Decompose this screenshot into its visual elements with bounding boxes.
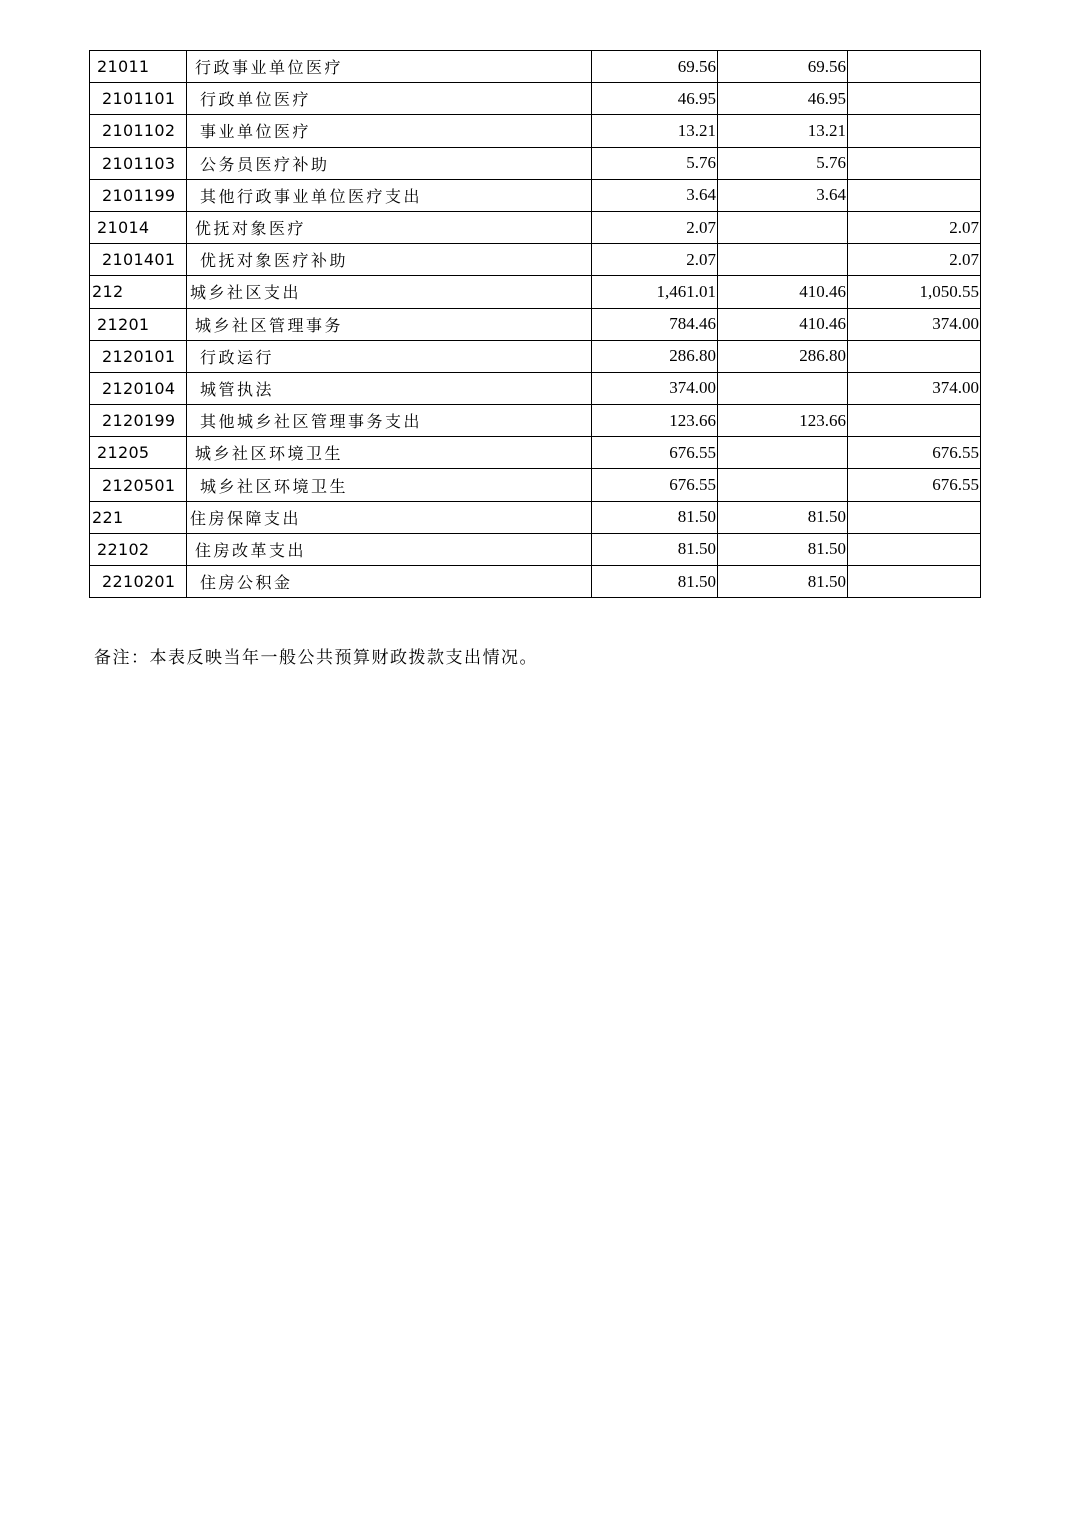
subject-code-cell [90, 340, 187, 372]
table-row [90, 533, 981, 565]
project-expenditure-cell [848, 405, 981, 437]
total-amount-cell: 676.55 [592, 469, 718, 501]
table-row [90, 83, 981, 115]
basic-expenditure-cell [718, 372, 848, 404]
basic-expenditure-cell: 5.76 [718, 147, 848, 179]
basic-expenditure-cell: 69.56 [718, 51, 848, 83]
project-expenditure-cell [848, 566, 981, 598]
subject-name-cell [187, 115, 592, 147]
subject-name-text: 城管执法 [200, 379, 275, 399]
subject-code-text: 2101103 [102, 153, 176, 173]
subject-name-cell [187, 179, 592, 211]
subject-name-cell [187, 405, 592, 437]
basic-expenditure-cell: 13.21 [718, 115, 848, 147]
subject-name-text: 其他城乡社区管理事务支出 [200, 412, 423, 432]
total-amount-cell: 2.07 [592, 244, 718, 276]
subject-code-cell [90, 405, 187, 437]
table-note: 备注：本表反映当年一般公共预算财政拨款支出情况。 [94, 648, 538, 668]
subject-code-text: 2120199 [102, 411, 176, 431]
subject-code-cell [90, 566, 187, 598]
subject-code-text: 2120501 [102, 475, 176, 495]
subject-name-cell [187, 469, 592, 501]
subject-code-cell [90, 51, 187, 83]
total-amount-cell: 286.80 [592, 340, 718, 372]
table-row [90, 501, 981, 533]
total-amount-cell: 46.95 [592, 83, 718, 115]
subject-code-cell [90, 179, 187, 211]
basic-expenditure-cell: 81.50 [718, 501, 848, 533]
total-amount-cell: 1,461.01 [592, 276, 718, 308]
subject-code-cell [90, 211, 187, 243]
table-body [90, 51, 981, 598]
subject-code-text: 2101401 [102, 250, 176, 270]
project-expenditure-cell: 2.07 [848, 211, 981, 243]
subject-name-text: 其他行政事业单位医疗支出 [200, 186, 423, 206]
subject-name-cell [187, 51, 592, 83]
subject-name-text: 优抚对象医疗 [195, 219, 307, 239]
project-expenditure-cell [848, 533, 981, 565]
subject-name-cell [187, 340, 592, 372]
subject-name-text: 城乡社区环境卫生 [195, 444, 344, 464]
project-expenditure-cell [848, 51, 981, 83]
subject-name-cell [187, 372, 592, 404]
subject-name-text: 事业单位医疗 [200, 122, 312, 142]
table-row [90, 437, 981, 469]
subject-code-cell [90, 437, 187, 469]
project-expenditure-cell [848, 147, 981, 179]
subject-code-text: 22102 [97, 539, 150, 559]
subject-name-text: 行政事业单位医疗 [195, 58, 344, 78]
subject-code-cell [90, 147, 187, 179]
subject-code-cell [90, 276, 187, 308]
table-row [90, 147, 981, 179]
project-expenditure-cell: 2.07 [848, 244, 981, 276]
total-amount-cell: 374.00 [592, 372, 718, 404]
table-row [90, 469, 981, 501]
subject-name-cell [187, 533, 592, 565]
subject-name-cell [187, 83, 592, 115]
subject-name-text: 优抚对象医疗补助 [200, 251, 349, 271]
subject-name-cell [187, 437, 592, 469]
total-amount-cell: 81.50 [592, 533, 718, 565]
basic-expenditure-cell: 410.46 [718, 308, 848, 340]
subject-code-cell [90, 244, 187, 276]
subject-code-text: 221 [92, 507, 124, 527]
subject-name-cell [187, 276, 592, 308]
table-row [90, 372, 981, 404]
subject-code-text: 2101199 [102, 185, 176, 205]
basic-expenditure-cell: 81.50 [718, 566, 848, 598]
basic-expenditure-cell: 123.66 [718, 405, 848, 437]
subject-name-text: 城乡社区管理事务 [195, 315, 344, 335]
subject-code-cell [90, 83, 187, 115]
project-expenditure-cell: 676.55 [848, 469, 981, 501]
subject-code-cell [90, 533, 187, 565]
total-amount-cell: 676.55 [592, 437, 718, 469]
subject-name-text: 住房改革支出 [195, 540, 307, 560]
table-row [90, 276, 981, 308]
table-row [90, 115, 981, 147]
subject-code-text: 2120101 [102, 346, 176, 366]
project-expenditure-cell [848, 340, 981, 372]
project-expenditure-cell: 676.55 [848, 437, 981, 469]
subject-code-text: 21011 [97, 57, 150, 77]
project-expenditure-cell [848, 83, 981, 115]
subject-name-text: 城乡社区支出 [190, 283, 302, 303]
subject-name-text: 行政运行 [200, 347, 275, 367]
subject-name-text: 城乡社区环境卫生 [200, 476, 349, 496]
total-amount-cell: 784.46 [592, 308, 718, 340]
basic-expenditure-cell: 286.80 [718, 340, 848, 372]
project-expenditure-cell: 374.00 [848, 372, 981, 404]
table-row [90, 340, 981, 372]
subject-name-cell [187, 244, 592, 276]
subject-code-text: 21205 [97, 443, 150, 463]
table-row [90, 405, 981, 437]
basic-expenditure-cell: 81.50 [718, 533, 848, 565]
total-amount-cell: 123.66 [592, 405, 718, 437]
subject-name-cell [187, 501, 592, 533]
project-expenditure-cell [848, 179, 981, 211]
subject-code-cell [90, 115, 187, 147]
total-amount-cell: 81.50 [592, 566, 718, 598]
table-row [90, 179, 981, 211]
subject-code-text: 212 [92, 282, 124, 302]
project-expenditure-cell [848, 501, 981, 533]
project-expenditure-cell: 374.00 [848, 308, 981, 340]
total-amount-cell: 81.50 [592, 501, 718, 533]
total-amount-cell: 13.21 [592, 115, 718, 147]
subject-name-text: 行政单位医疗 [200, 90, 312, 110]
table-row [90, 566, 981, 598]
subject-name-cell [187, 147, 592, 179]
table-row [90, 211, 981, 243]
subject-code-cell [90, 372, 187, 404]
basic-expenditure-cell [718, 437, 848, 469]
project-expenditure-cell [848, 115, 981, 147]
basic-expenditure-cell [718, 211, 848, 243]
basic-expenditure-cell [718, 469, 848, 501]
subject-name-text: 公务员医疗补助 [200, 154, 330, 174]
table-row [90, 308, 981, 340]
subject-name-text: 住房公积金 [200, 573, 293, 593]
subject-name-cell [187, 308, 592, 340]
subject-name-cell [187, 211, 592, 243]
subject-code-text: 2101102 [102, 121, 176, 141]
subject-name-cell [187, 566, 592, 598]
basic-expenditure-cell: 46.95 [718, 83, 848, 115]
subject-code-text: 21014 [97, 218, 150, 238]
basic-expenditure-cell: 3.64 [718, 179, 848, 211]
budget-expenditure-table [89, 50, 981, 598]
subject-code-text: 2101101 [102, 89, 176, 109]
table-row [90, 51, 981, 83]
subject-code-text: 21201 [97, 314, 150, 334]
subject-code-text: 2120104 [102, 378, 176, 398]
subject-code-cell [90, 308, 187, 340]
total-amount-cell: 5.76 [592, 147, 718, 179]
basic-expenditure-cell [718, 244, 848, 276]
subject-code-cell [90, 469, 187, 501]
total-amount-cell: 3.64 [592, 179, 718, 211]
subject-code-cell [90, 501, 187, 533]
project-expenditure-cell: 1,050.55 [848, 276, 981, 308]
total-amount-cell: 69.56 [592, 51, 718, 83]
total-amount-cell: 2.07 [592, 211, 718, 243]
table-row [90, 244, 981, 276]
subject-name-text: 住房保障支出 [190, 508, 302, 528]
basic-expenditure-cell: 410.46 [718, 276, 848, 308]
subject-code-text: 2210201 [102, 572, 176, 592]
